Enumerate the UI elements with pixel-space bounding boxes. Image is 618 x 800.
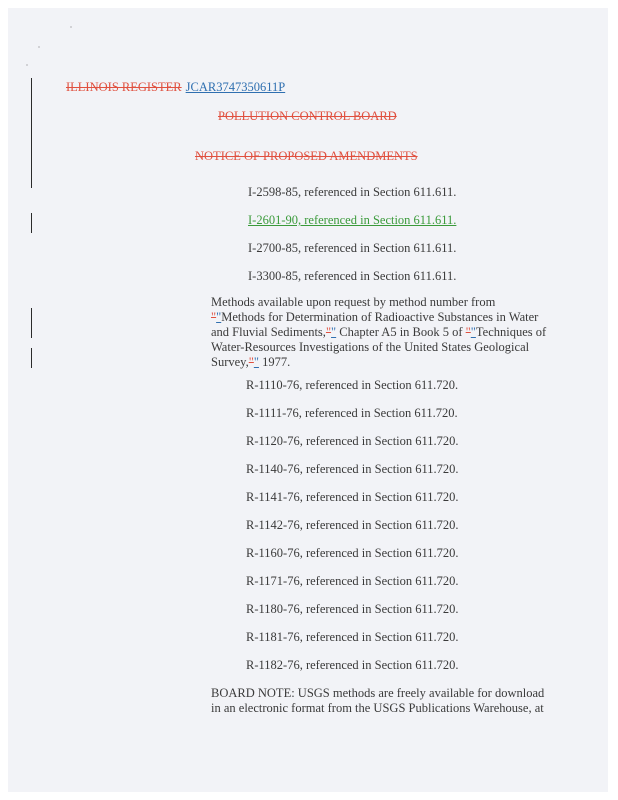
r-method-line: R-1141-76, referenced in Section 611.720. [246,490,459,504]
r-method-line: R-1111-76, referenced in Section 611.720. [246,406,458,420]
register-header [66,80,285,95]
r-method-line: R-1160-76, referenced in Section 611.720. [246,546,459,560]
r-method-line: R-1142-76, referenced in Section 611.720. [246,518,459,532]
methods-intro: Methods available upon request by method number from [211,295,496,309]
r-method-line: R-1110-76, referenced in Section 611.720. [246,378,459,392]
document-page [8,8,608,792]
i-method-line: I-2700-85, referenced in Section 611.611. [248,241,457,255]
scan-speck [70,26,72,28]
r-method-line: R-1180-76, referenced in Section 611.720. [246,602,459,616]
change-bar [31,348,32,368]
methods-year: 1977. [258,355,291,369]
methods-paragraph [211,295,551,370]
methods-chapter: Chapter A5 in Book 5 of [336,325,466,339]
techniques-title: Techniques of Water-Resources Investigations of the United States Geological Survey, [211,325,547,369]
scan-speck [26,64,28,66]
quote-inserted: " [470,325,476,339]
i-method-line-inserted: I-2601-90, referenced in Section 611.611. [248,213,457,227]
quote-deleted: " [248,355,254,369]
quote-deleted: " [325,325,332,339]
quote-inserted: " [216,310,222,324]
quote-deleted: " [465,325,471,339]
i-method-line: I-2598-85, referenced in Section 611.611. [248,185,457,199]
quote-deleted: " [211,310,217,324]
r-method-line: R-1182-76, referenced in Section 611.720. [246,658,459,672]
methods-title: Methods for Determination of Radioactive Substances in Water and Fluvial Sediments, [211,310,539,339]
r-method-line: R-1171-76, referenced in Section 611.720. [246,574,459,588]
register-deleted: ILLINOIS REGISTER [66,80,182,94]
r-method-line: R-1120-76, referenced in Section 611.720. [246,434,459,448]
register-inserted: JCAR3747350611P [185,80,286,94]
quote-inserted: " [331,325,337,339]
quote-inserted: " [253,355,259,369]
board-title: POLLUTION CONTROL BOARD [218,109,397,123]
scan-speck [38,46,40,48]
board-note: BOARD NOTE: USGS methods are freely available for download in an electronic format from the USGS Publications Warehouse, at [211,686,545,715]
notice-title: NOTICE OF PROPOSED AMENDMENTS [195,149,418,163]
i-method-line: I-3300-85, referenced in Section 611.611. [248,269,457,283]
r-method-line: R-1140-76, referenced in Section 611.720. [246,462,459,476]
r-method-line: R-1181-76, referenced in Section 611.720. [246,630,459,644]
change-bar [31,213,32,233]
change-bar [31,308,32,338]
change-bar [31,78,32,188]
